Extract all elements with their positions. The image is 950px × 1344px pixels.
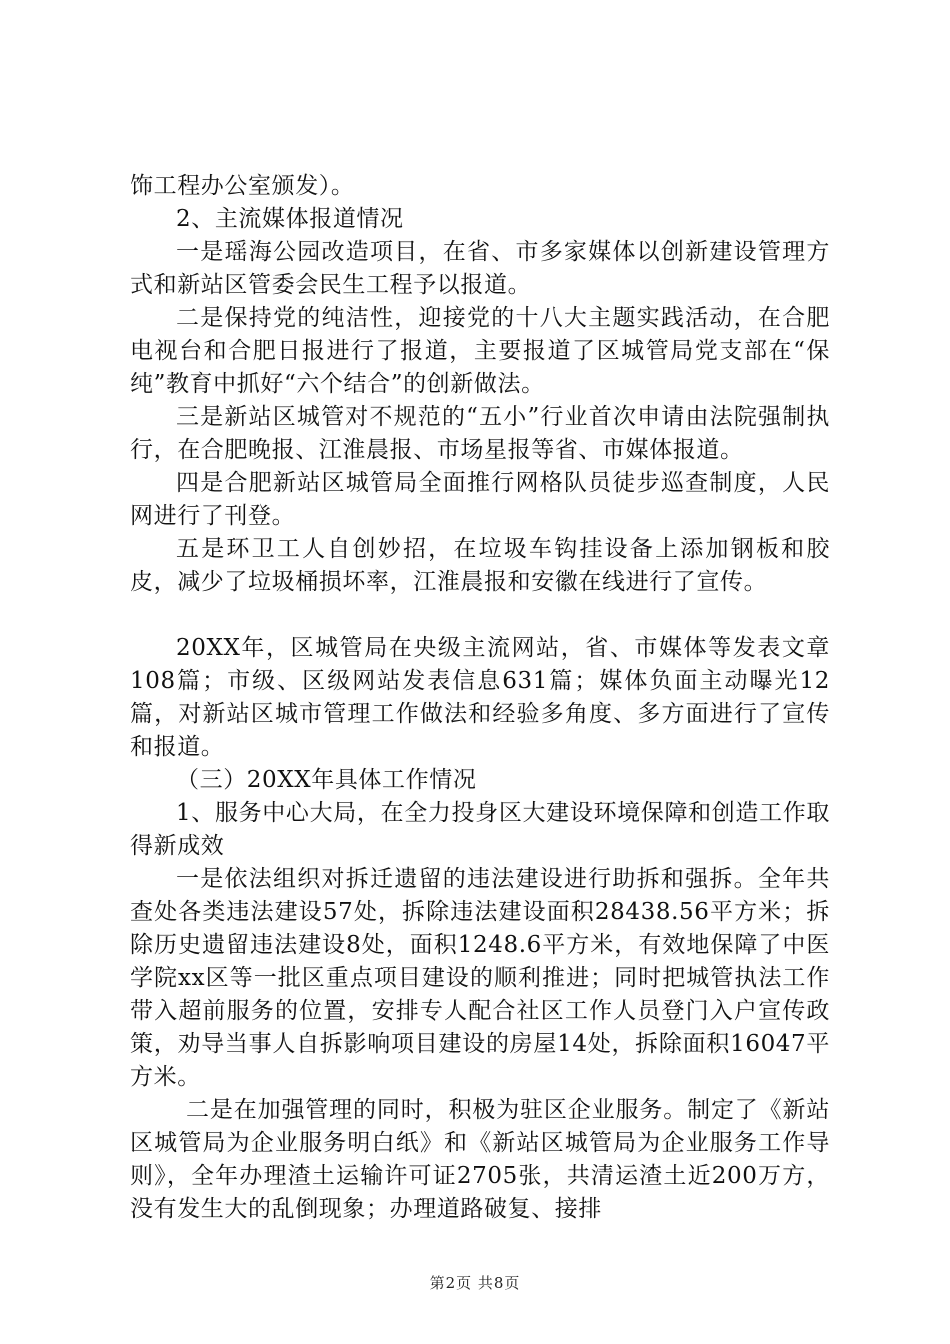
paragraph-spacer (130, 599, 830, 632)
paragraph-continuation: 饰工程办公室颁发）。 (130, 173, 355, 199)
paragraph-demolition: 一是依法组织对拆迁遗留的违法建设进行助拆和强拆。全年共查处各类违法建设57处，拆除违法建设面积28438.56平方米；拆除历史遗留违法建设8处，面积1248.6平方米，有效地保障了中医学院xx区等一批区重点项目建设的顺利推进；同时把城管执法工作带入超前服务的位置，安排专人配合社区工作人员登门入户宣传政策，劝导当事人自拆影响项目建设的房屋14处，拆除面积16047平方米。 (130, 866, 830, 1090)
document-body (130, 170, 830, 1226)
paragraph-item-5: 五是环卫工人自创妙招，在垃圾车钩挂设备上添加钢板和胶皮，减少了垃圾桶损坏率，江淮晨报和安徽在线进行了宣传。 (130, 536, 830, 595)
paragraph-item-1: 一是瑶海公园改造项目，在省、市多家媒体以创新建设管理方式和新站区管委会民生工程予以报道。 (130, 239, 830, 298)
paragraph-item-4: 四是合肥新站区城管局全面推行网格队员徒步巡查制度，人民网进行了刊登。 (130, 470, 830, 529)
paragraph-enterprise-service: 二是在加强管理的同时，积极为驻区企业服务。制定了《新站区城管局为企业服务明白纸》和《新站区城管局为企业服务工作导则》，全年办理渣土运输许可证2705张，共清运渣土近200万方，没有发生大的乱倒现象；办理道路破复、接排 (130, 1097, 830, 1222)
paragraph-item-2: 二是保持党的纯洁性，迎接党的十八大主题实践活动，在合肥电视台和合肥日报进行了报道，主要报道了区城管局党支部在“保纯”教育中抓好“六个结合”的创新做法。 (130, 305, 830, 397)
section-heading-media-reports: 2、主流媒体报道情况 (176, 206, 404, 232)
page-number-footer: 第2页 共8页 (429, 1274, 521, 1292)
section-heading-specific-work: （三）20XX年具体工作情况 (176, 767, 477, 793)
subsection-heading-service: 1、服务中心大局，在全力投身区大建设环境保障和创造工作取得新成效 (130, 800, 830, 859)
paragraph-item-3: 三是新站区城管对不规范的“五小”行业首次申请由法院强制执行，在合肥晚报、江淮晨报、市场星报等省、市媒体报道。 (130, 404, 830, 463)
paragraph-summary: 20XX年，区城管局在央级主流网站，省、市媒体等发表文章108篇；市级、区级网站发表信息631篇；媒体负面主动曝光12篇，对新站区城市管理工作做法和经验多角度、多方面进行了宣传和报道。 (130, 635, 830, 760)
